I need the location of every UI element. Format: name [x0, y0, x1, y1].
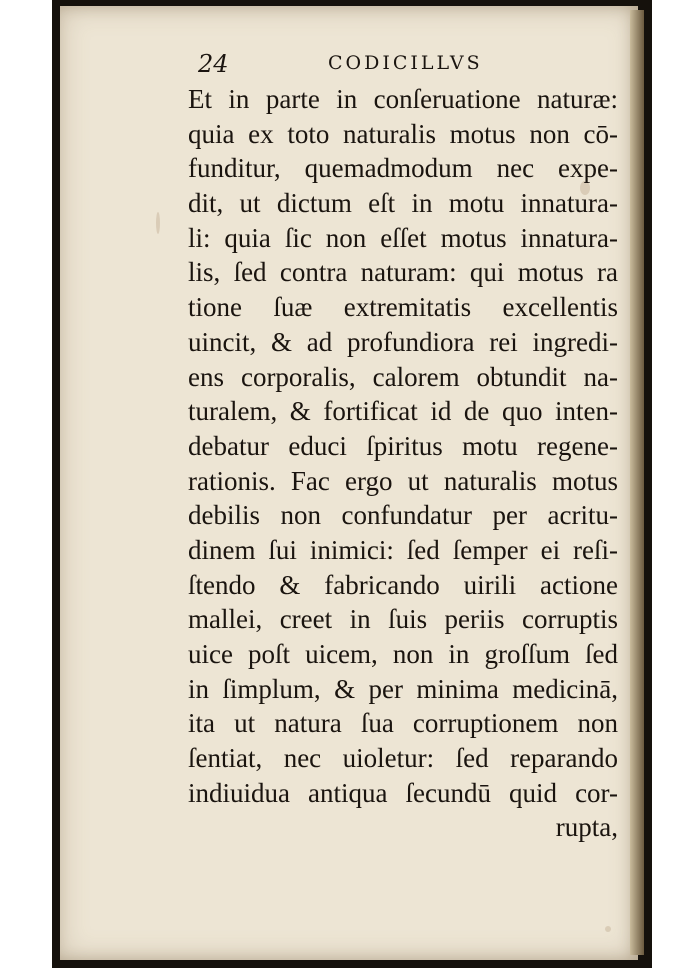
- text-line: uice poſt uicem, non in groſſum ſed: [188, 639, 618, 669]
- text-line: in ſimplum, & per minima medicinā,: [188, 673, 618, 704]
- text-line: quia ex toto naturalis motus non cō-: [188, 118, 618, 149]
- text-line: ita ut natura ſua corruptionem non: [188, 708, 618, 739]
- body-text: [188, 82, 618, 845]
- text-line: dinem ſui inimici: ſed ſemper ei reſi-: [188, 534, 618, 565]
- text-line: tione ſuæ extremitatis excellentis: [188, 292, 618, 323]
- catchword: rupta,: [555, 812, 618, 843]
- text-line: rationis. Fac ergo ut naturalis motus: [188, 465, 618, 496]
- text-line: turalem, & fortificat id de quo inten-: [188, 396, 618, 427]
- paper-stain: [156, 212, 160, 234]
- text-line: ſtendo & fabricando uirili actione: [188, 569, 618, 600]
- page-number: 24: [198, 50, 229, 78]
- text-line: uincit, & ad profundiora rei ingredi-: [188, 326, 618, 357]
- text-line: ſentiat, nec uioletur: ſed reparando: [188, 743, 618, 774]
- text-line: li: quia ſic non eſſet motus innatura-: [188, 222, 618, 253]
- text-line: lis, ſed contra naturam: qui motus ra: [188, 257, 618, 288]
- text-line: Et in parte in conſeruatione naturæ:: [188, 84, 618, 114]
- text-line: dit, ut dictum eſt in motu innatura-: [188, 188, 618, 219]
- text-line: indiuidua antiqua ſecundū quid cor-: [188, 777, 618, 808]
- page-header: [198, 48, 618, 80]
- paper-stain: [605, 926, 611, 932]
- text-line: debatur educi ſpiritus motu regene-: [188, 430, 618, 461]
- running-title: CODICILLVS: [328, 52, 483, 74]
- text-line: ens corporalis, calorem obtundit na-: [188, 361, 618, 392]
- page-gutter-shadow: [630, 10, 644, 955]
- text-line: mallei, creet in ſuis periis corruptis: [188, 604, 618, 635]
- text-line: funditur, quemadmodum nec expe-: [188, 153, 618, 184]
- text-line: debilis non confundatur per acritu-: [188, 500, 618, 531]
